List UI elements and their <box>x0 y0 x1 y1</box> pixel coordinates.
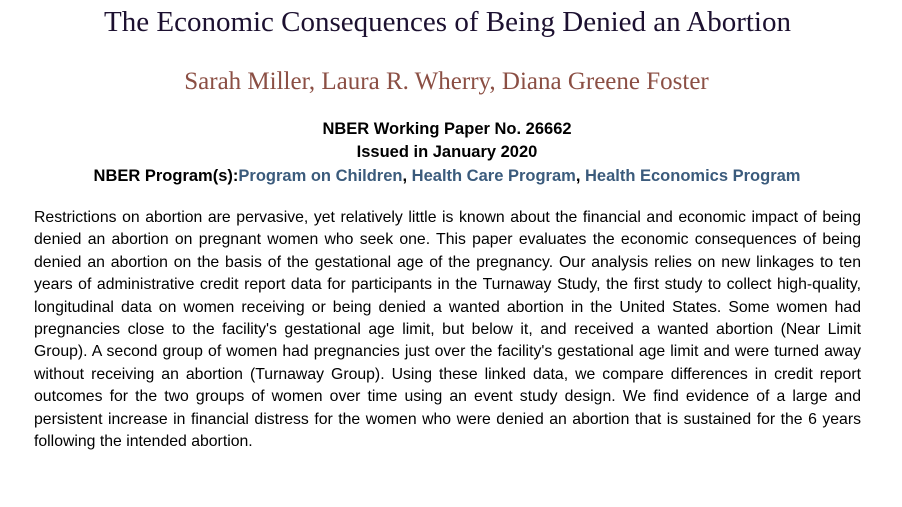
program-separator: , <box>402 167 412 185</box>
programs-label: NBER Program(s): <box>93 167 239 185</box>
program-link-children[interactable]: Program on Children <box>238 167 403 185</box>
programs-line <box>0 165 894 187</box>
paper-authors: Sarah Miller, Laura R. Wherry, Diana Greene Foster <box>184 68 709 95</box>
program-link-health-care[interactable]: Health Care Program <box>411 167 576 185</box>
program-separator: , <box>575 167 585 185</box>
issued-date: Issued in January 2020 <box>356 143 538 161</box>
paper-title: The Economic Consequences of Being Denied an Abortion <box>104 6 791 38</box>
paper-abstract: Restrictions on abortion are pervasive, yet relatively little is known about the financial and economic impact of being denied an abortion on pregnant women who seek one. This paper evaluates the economic consequences of being denied an abortion on the basis of the gestational age of the pregnancy. Our analysis relies on new linkages to ten years of administrative credit report data for participants in the Turnaway Study, the first study to collect high-quality, longitudinal data on women receiving or being denied a wanted abortion in the United States. Some women had pregnancies close to the facility's gestational age limit, but below it, and received a wanted abortion (Near Limit Group). A second group of women had pregnancies just over the facility's gestational age limit and were turned away without receiving an abortion (Turnaway Group). Using these linked data, we compare differences in credit report outcomes for the two groups of women over time using an event study design. We find evidence of a large and persistent increase in financial distress for the women who were denied an abortion that is sustained for the 6 years following the intended abortion. <box>34 209 861 451</box>
working-paper-number: NBER Working Paper No. 26662 <box>322 120 572 138</box>
program-link-health-economics[interactable]: Health Economics Program <box>584 167 801 185</box>
